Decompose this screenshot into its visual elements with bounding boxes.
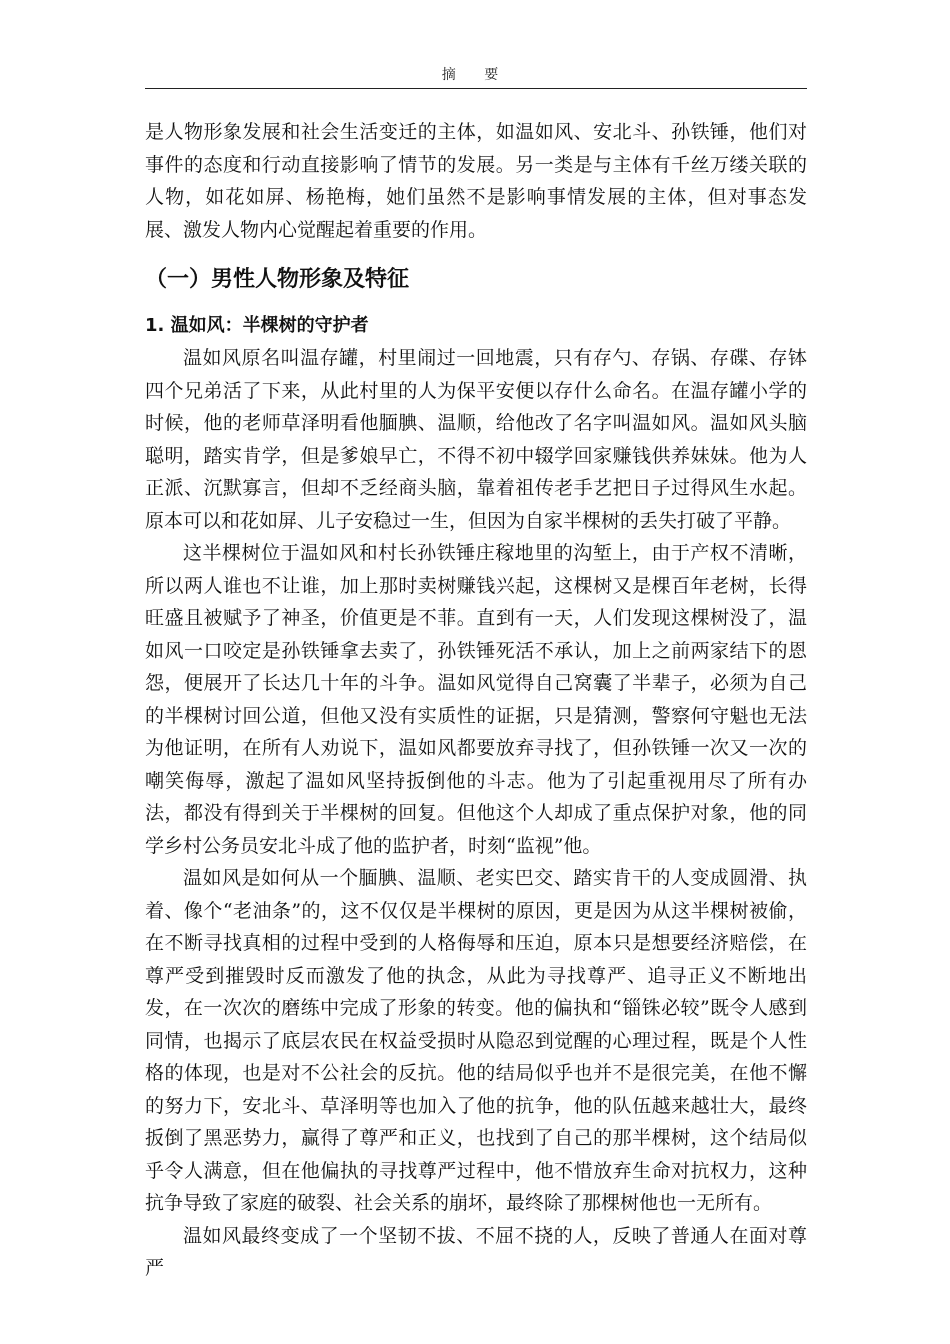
- body-paragraph: 温如风原名叫温存罐，村里闹过一回地震，只有存勺、存锅、存碟、存钵四个兄弟活了下来，从此村里的人为保平安便以存什么命名。在温存罐小学的时候，他的老师草泽明看他腼腆、温顺，给他改了名字叫温如风。温如风头脑聪明，踏实肯学，但是爹娘早亡，不得不初中辍学回家赚钱供养妹妹。他为人正派、沉默寡言，但却不乏经商头脑，靠着祖传老手艺把日子过得风生水起。原本可以和花如屏、儿子安稳过一生，但因为自家半棵树的丢失打破了平静。: [145, 347, 807, 532]
- body-paragraph: 这半棵树位于温如风和村长孙铁锤庄稼地里的沟堑上，由于产权不清晰，所以两人谁也不让谁，加上那时卖树赚钱兴起，这棵树又是棵百年老树，长得旺盛且被赋予了神圣，价值更是不菲。直到有一天，人们发现这棵树没了，温如风一口咬定是孙铁锤拿去卖了，孙铁锤死活不承认，加上之前两家结下的恩怨，便展开了长达几十年的斗争。温如风觉得自己窝囊了半辈子，必须为自己的半棵树讨回公道，但他又没有实质性的证据，只是猜测，警察何守魁也无法为他证明，在所有人劝说下，温如风都要放弃寻找了，但孙铁锤一次又一次的嘲笑侮辱，激起了温如风坚持扳倒他的斗志。他为了引起重视用尽了所有办法，都没有得到关于半棵树的回复。但他这个人却成了重点保护对象，他的同学乡村公务员安北斗成了他的监护者，时刻“监视”他。: [145, 542, 807, 857]
- body-paragraph: 温如风是如何从一个腼腆、温顺、老实巴交、踏实肯干的人变成圆滑、执着、像个“老油条”的，这不仅仅是半棵树的原因，更是因为从这半棵树被偷，在不断寻找真相的过程中受到的人格侮辱和压迫，原本只是想要经济赔偿，在尊严受到摧毁时反而激发了他的执念，从此为寻找尊严、追寻正义不断地出发，在一次次的磨练中完成了形象的转变。他的偏执和“锱铢必较”既令人感到同情，也揭示了底层农民在权益受损时从隐忍到觉醒的心理过程，既是个人性格的体现，也是对不公社会的反抗。他的结局似乎也并不是很完美，在他不懈的努力下，安北斗、草泽明等也加入了他的抗争，他的队伍越来越壮大，最终扳倒了黑恶势力，赢得了尊严和正义，也找到了自己的那半棵树，这个结局似乎令人满意，但在他偏执的寻找尊严过程中，他不惜放弃生命对抗权力，这种抗争导致了家庭的破裂、社会关系的崩坏，最终除了那棵树他也一无所有。: [145, 867, 807, 1214]
- body-paragraph: 温如风最终变成了一个坚韧不拔、不屈不挠的人，反映了普通人在面对尊严: [145, 1224, 807, 1279]
- document-body: [145, 116, 807, 1285]
- page-header-title: 摘 要: [145, 62, 807, 89]
- section-heading: （一）男性人物形象及特征: [145, 267, 410, 292]
- subsection-heading: 1. 温如风：半棵树的守护者: [145, 315, 369, 336]
- intro-paragraph: 是人物形象发展和社会生活变迁的主体，如温如风、安北斗、孙铁锤，他们对事件的态度和行动直接影响了情节的发展。另一类是与主体有千丝万缕关联的人物，如花如屏、杨艳梅，她们虽然不是影响事情发展的主体，但对事态发展、激发人物内心觉醒起着重要的作用。: [145, 121, 807, 241]
